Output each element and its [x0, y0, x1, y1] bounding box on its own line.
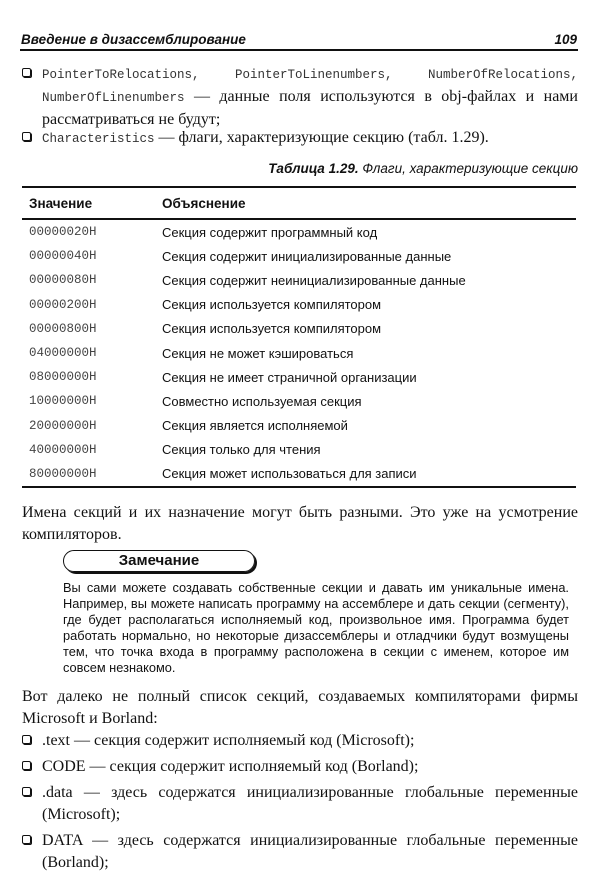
- section-description: .text — секция содержит исполняемый код (Microsoft);: [42, 732, 415, 749]
- table-row: [22, 462, 576, 487]
- section-description: DATA — здесь содержатся инициализированные глобальные переменные (Borland);: [42, 832, 578, 871]
- column-header-explanation: Объяснение: [155, 187, 576, 219]
- flag-explanation: Секция используется компилятором: [162, 321, 382, 337]
- flag-explanation: Секция используется компилятором: [162, 297, 382, 313]
- field-name-code: Characteristics: [42, 132, 155, 146]
- flag-explanation: Секция может использоваться для записи: [155, 462, 576, 487]
- running-header: [20, 29, 578, 51]
- table-row: [22, 365, 576, 389]
- checkbox-bullet-icon: [22, 835, 31, 844]
- field-description: — флаги, характеризующие секцию (табл. 1.29).: [154, 129, 489, 146]
- flag-explanation: Секция содержит инициализированные данные: [162, 248, 452, 264]
- table-caption-label: Таблица 1.29.: [268, 161, 359, 176]
- paragraph-section-list-intro: Вот далеко не полный список секций, создаваемых компиляторами фирмы Microsoft и Borland:: [22, 688, 578, 727]
- flag-explanation: Секция не имеет страничной организации: [162, 369, 417, 385]
- checkbox-bullet-icon: [22, 761, 31, 770]
- table-row: [22, 341, 576, 365]
- flag-value: 80000000H: [22, 462, 155, 487]
- flag-value: 00000040H: [29, 249, 97, 264]
- column-header-value: Значение: [22, 187, 155, 219]
- list-item-pointer-fields: [22, 63, 578, 131]
- table-header-row: [22, 187, 576, 219]
- list-item-section: [22, 756, 578, 778]
- checkbox-bullet-icon: [22, 787, 31, 796]
- table-row: [22, 317, 576, 341]
- list-item-section: [22, 730, 578, 752]
- flag-value: 20000000H: [29, 418, 97, 433]
- flag-value: 00000800H: [29, 321, 97, 336]
- flag-explanation: Секция является исполняемой: [162, 418, 348, 434]
- table-row: [22, 414, 576, 438]
- list-item-section: [22, 782, 578, 826]
- flag-value: 08000000H: [29, 370, 97, 385]
- flag-value: 00000200H: [29, 297, 97, 312]
- table-row: [22, 438, 576, 462]
- note-body: Вы сами можете создавать собственные секции и давать им уникальные имена. Например, вы можете написать программу на ассемблере и дать секции (сегменту), где будет располагаться исполняемый код, произвольное имя. Программа будет работать нормально, но некоторые дизассемблеры и отладчики будут возмущены тем, что точка входа в программу расположена в секции с именем, которое им совсем незнакомо.: [63, 580, 569, 675]
- flag-value: 00000080H: [29, 273, 97, 288]
- table-row: [22, 219, 576, 244]
- flag-value: 00000020H: [29, 225, 97, 240]
- checkbox-bullet-icon: [22, 132, 31, 141]
- table-caption: [268, 161, 578, 176]
- flag-value: 10000000H: [29, 394, 97, 409]
- paragraph-section-names: Имена секций и их назначение могут быть разными. Это уже на усмотрение компиляторов.: [22, 504, 578, 543]
- table-caption-text: Флаги, характеризующие секцию: [358, 161, 578, 176]
- flag-explanation: Секция только для чтения: [162, 442, 321, 458]
- field-description: — данные поля используются в obj-файлах и нами рассматриваться не будут;: [42, 88, 578, 128]
- flag-explanation: Секция содержит неинициализированные данные: [162, 272, 466, 288]
- flag-explanation: Совместно используемая секция: [162, 393, 362, 409]
- field-names-code: PointerToRelocations, PointerToLinenumbers, NumberOfRelocations, NumberOfLinenumbers: [42, 68, 578, 105]
- flags-table: [22, 186, 576, 488]
- note-label: Замечание: [63, 550, 255, 572]
- section-description: CODE — секция содержит исполняемый код (Borland);: [42, 758, 419, 775]
- flag-explanation: Секция содержит программный код: [162, 224, 378, 240]
- checkbox-bullet-icon: [22, 68, 31, 77]
- table-row: [22, 389, 576, 413]
- section-description: .data — здесь содержатся инициализированные глобальные переменные (Microsoft);: [42, 784, 578, 823]
- flag-value: 40000000H: [29, 442, 97, 457]
- page-number: 109: [554, 32, 577, 47]
- chapter-title: Введение в дизассемблирование: [21, 32, 246, 47]
- table-row: [22, 244, 576, 268]
- table-row: [22, 293, 576, 317]
- list-item-section: [22, 830, 578, 874]
- checkbox-bullet-icon: [22, 735, 31, 744]
- flag-value: 04000000H: [29, 346, 97, 361]
- list-item-characteristics: [22, 127, 578, 150]
- flag-explanation: Секция не может кэшироваться: [162, 345, 354, 361]
- table-row: [22, 268, 576, 292]
